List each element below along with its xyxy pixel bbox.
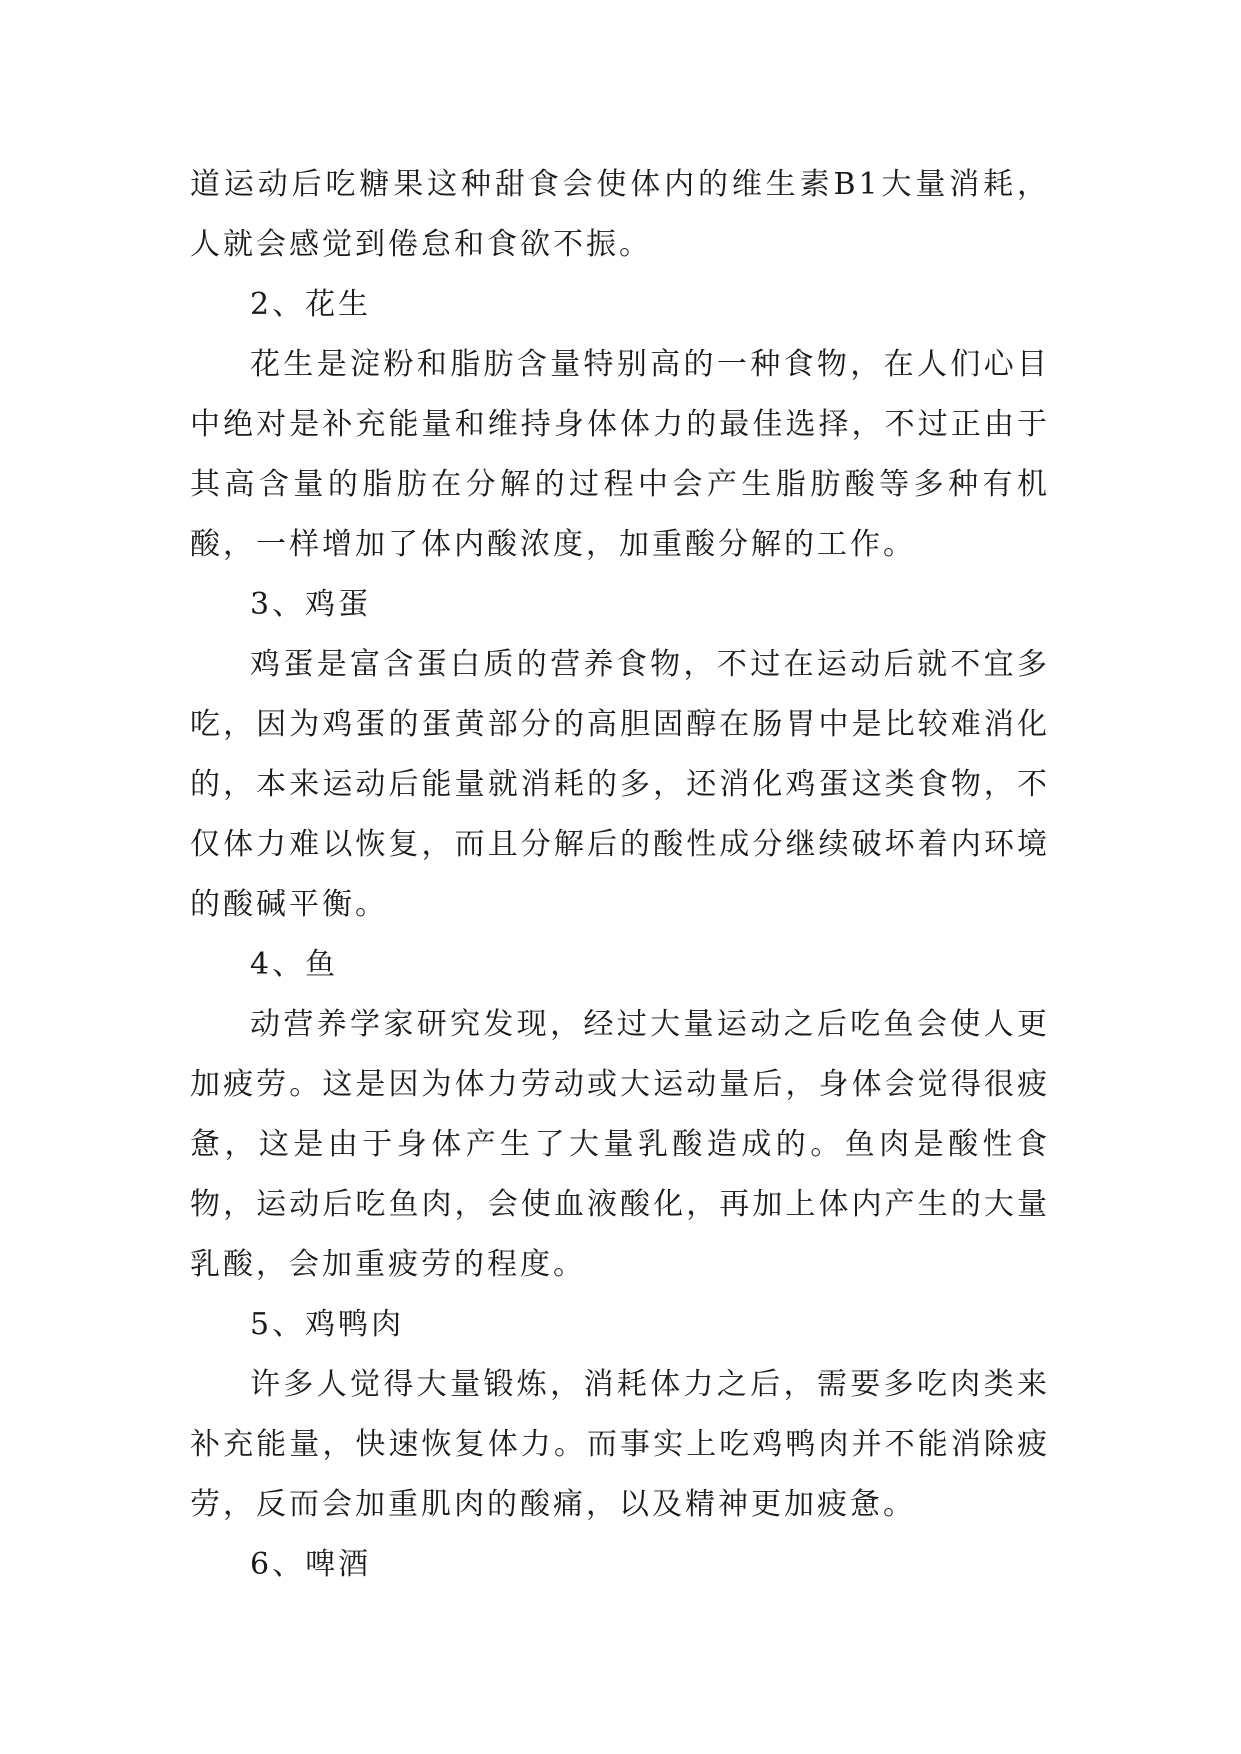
document-body bbox=[190, 155, 1050, 1595]
paragraph-fish: 动营养学家研究发现，经过大量运动之后吃鱼会使人更加疲劳。这是因为体力劳动或大运动量后，身体会觉得很疲惫，这是由于身体产生了大量乳酸造成的。鱼肉是酸性食物，运动后吃鱼肉，会使血液酸化，再加上体内产生的大量乳酸，会加重疲劳的程度。 bbox=[190, 1007, 1050, 1282]
heading-beer: 6、啤酒 bbox=[250, 1547, 372, 1582]
paragraph-poultry: 许多人觉得大量锻炼，消耗体力之后，需要多吃肉类来补充能量，快速恢复体力。而事实上吃鸡鸭肉并不能消除疲劳，反而会加重肌肉的酸痛，以及精神更加疲惫。 bbox=[190, 1367, 1050, 1522]
paragraph-sugar-continued: 道运动后吃糖果这种甜食会使体内的维生素B1大量消耗，人就会感觉到倦怠和食欲不振。 bbox=[190, 167, 1050, 262]
heading-egg: 3、鸡蛋 bbox=[250, 587, 372, 622]
heading-peanut: 2、花生 bbox=[250, 287, 372, 322]
paragraph-egg: 鸡蛋是富含蛋白质的营养食物，不过在运动后就不宜多吃，因为鸡蛋的蛋黄部分的高胆固醇在肠胃中是比较难消化的，本来运动后能量就消耗的多，还消化鸡蛋这类食物，不仅体力难以恢复，而且分解后的酸性成分继续破坏着内环境的酸碱平衡。 bbox=[190, 647, 1050, 922]
paragraph-peanut: 花生是淀粉和脂肪含量特别高的一种食物，在人们心目中绝对是补充能量和维持身体体力的最佳选择，不过正由于其高含量的脂肪在分解的过程中会产生脂肪酸等多种有机酸，一样增加了体内酸浓度，加重酸分解的工作。 bbox=[190, 347, 1050, 562]
heading-poultry: 5、鸡鸭肉 bbox=[250, 1307, 405, 1342]
heading-fish: 4、鱼 bbox=[250, 947, 339, 982]
